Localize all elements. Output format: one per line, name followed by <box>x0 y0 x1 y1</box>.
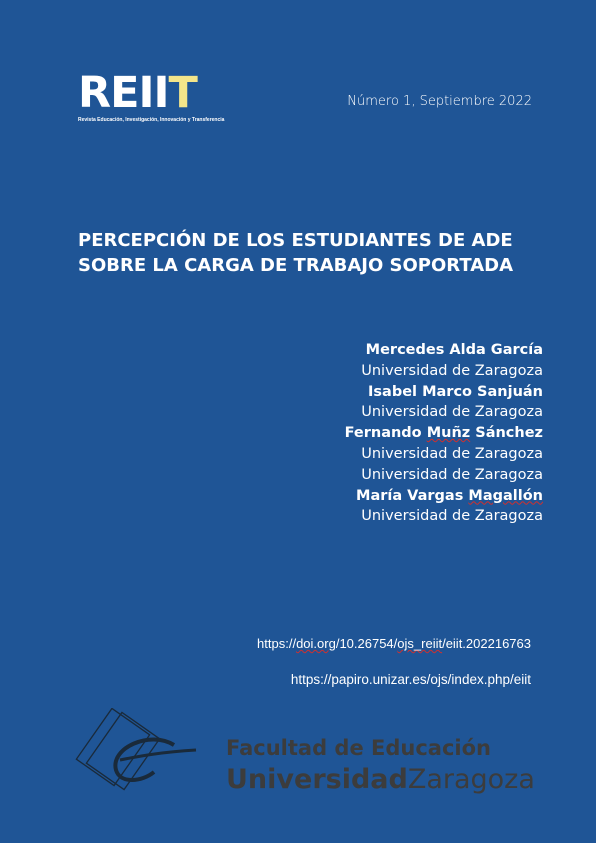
reiit-logo-wordmark <box>78 68 224 118</box>
university-name-bold: Universidad <box>226 764 408 795</box>
author-affiliation: Universidad de Zaragoza <box>361 362 543 379</box>
faculty-wordmark <box>226 734 535 798</box>
university-name <box>226 762 535 798</box>
doi-part: /eiit.202216763 <box>442 636 531 651</box>
logo-tagline: Revista Educación, Investigación, Innovación y Transferencia <box>78 117 225 123</box>
doi-part: doi.org <box>296 636 336 651</box>
doi-part: https:// <box>257 636 297 651</box>
author-list <box>345 340 543 527</box>
author-name-part: María Vargas <box>356 487 469 504</box>
faculty-logo-icon <box>70 708 200 798</box>
author-name-part-misspelled: Magallón <box>468 487 543 504</box>
article-title <box>78 228 548 278</box>
author-affiliation: Universidad de Zaragoza <box>361 466 543 483</box>
author-name-part-misspelled: Muñz <box>426 425 471 442</box>
author-name <box>345 423 543 444</box>
logo-main-text: REII <box>78 68 169 118</box>
author-name: Mercedes Alda García <box>365 342 543 358</box>
author-affiliation: Universidad de Zaragoza <box>361 508 543 525</box>
title-line-1: PERCEPCIÓN DE LOS ESTUDIANTES DE ADE <box>78 230 513 251</box>
faculty-name: Facultad de Educación <box>226 736 491 760</box>
title-line-2: SOBRE LA CARGA DE TRABAJO SOPORTADA <box>78 255 514 276</box>
reiit-logo <box>78 68 225 123</box>
author-name <box>345 486 543 507</box>
university-name-regular: Zaragoza <box>407 764 535 795</box>
author-name: Isabel Marco Sanjuán <box>368 383 543 400</box>
journal-url-link[interactable]: https://papiro.unizar.es/ojs/index.php/eiit <box>290 672 531 687</box>
doi-part: /10.26754/ <box>335 636 398 651</box>
doi-part: ojs_reiit <box>397 636 443 651</box>
author-affiliation: Universidad de Zaragoza <box>361 404 543 421</box>
doi-link[interactable] <box>257 636 531 651</box>
logo-accent-letter: T <box>168 68 197 118</box>
author-name-part: Fernando <box>344 425 427 442</box>
author-affiliation: Universidad de Zaragoza <box>361 445 543 462</box>
issue-number: Número 1, Septiembre 2022 <box>347 94 532 109</box>
author-name-part: Sánchez <box>470 425 543 442</box>
